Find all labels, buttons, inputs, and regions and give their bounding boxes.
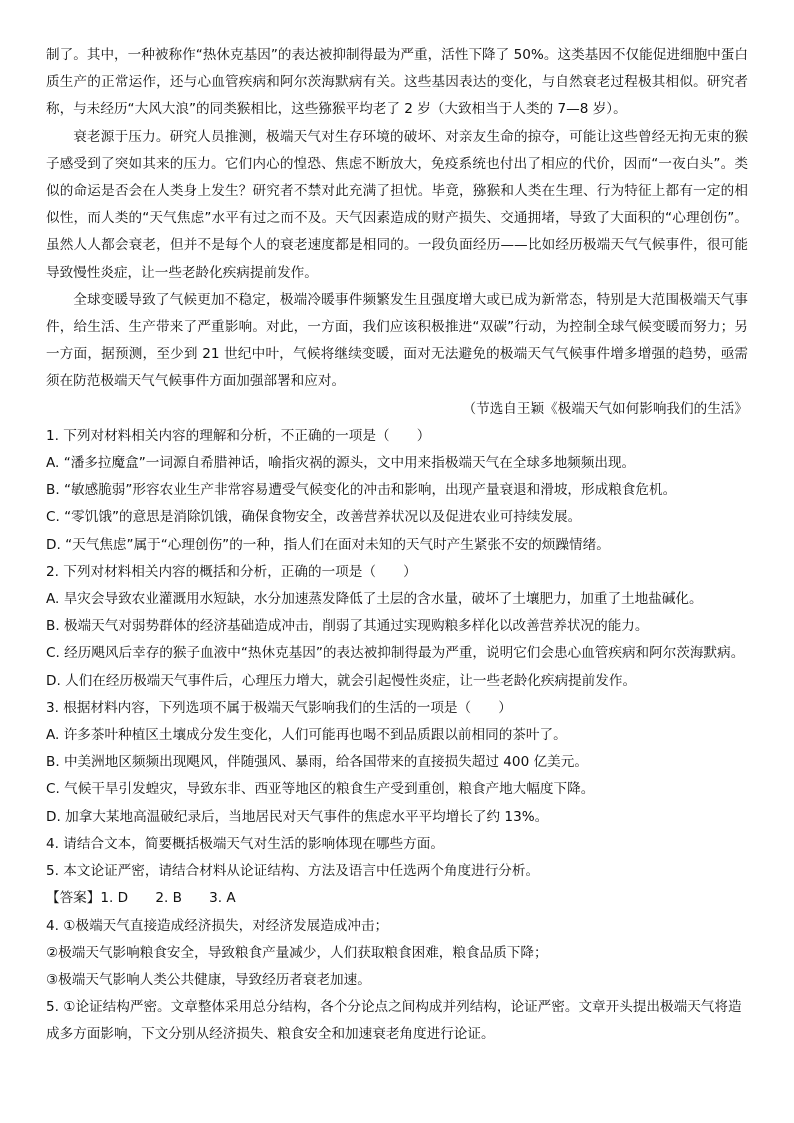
option-b: B. 极端天气对弱势群体的经济基础造成冲击，削弱了其通过实现购粮多样化以改善营养状况的能力。 [46,618,649,635]
option-c: C. “零饥饿”的意思是消除饥饿，确保食物安全，改善营养状况以及促进农业可持续发展。 [46,509,582,526]
question-stem: 1. 下列对材料相关内容的理解和分析，不正确的一项是（ ） [46,427,431,444]
question-stem: 3. 根据材料内容，下列选项不属于极端天气影响我们的生活的一项是（ ） [46,699,512,716]
passage-paragraph-2: 衰老源于压力。研究人员推测，极端天气对生存环境的破坏、对亲友生命的掠夺，可能让这些曾经无拘无束的猴子感受到了突如其来的压力。它们内心的惶恐、焦虑不断放大，免疫系统也付出了相应的代价，因而“一夜白头”。类似的命运是否会在人类身上发生？研究者不禁对此充满了担忧。毕竟，猕猴和人类在生理、行为特征上都有一定的相似性，而人类的“天气焦虑”水平有过之而不及。天气因素造成的财产损失、交通拥堵，导致了大面积的“心理创伤”。虽然人人都会衰老，但并不是每个人的衰老速度都是相同的。一段负面经历——比如经历极端天气气候事件，很可能导致慢性炎症，让一些老龄化疾病提前发作。 [46,128,748,281]
answer-5: 5. ①论证结构严密。文章整体采用总分结构，各个分论点之间构成并列结构，论证严密。文章开头提出极端天气将造成多方面影响，下文分别从经济损失、粮食安全和加速衰老角度进行论证。 [46,999,742,1043]
option-b: B. 中美洲地区频频出现飓风，伴随强风、暴雨，给各国带来的直接损失超过 400 亿美元。 [46,754,588,771]
option-a: A. 许多茶叶种植区土壤成分发生变化，人们可能再也喝不到品质跟以前相同的茶叶了。 [46,727,567,744]
option-d: D. 人们在经历极端天气事件后，心理压力增大，就会引起慢性炎症，让一些老龄化疾病提前发作。 [46,672,637,689]
option-c: C. 经历飓风后幸存的猴子血液中“热休克基因”的表达被抑制得最为严重，说明它们会患心血管疾病和阿尔茨海默病。 [46,645,745,662]
answer-4-point-3: ③极端天气影响人类公共健康，导致经历者衰老加速。 [46,971,371,988]
source-citation: （节选自王颖《极端天气如何影响我们的生活》 [462,400,748,417]
answer-4-point-1: 4. ①极端天气直接造成经济损失，对经济发展造成冲击； [46,917,389,934]
answer-4-point-2: ②极端天气影响粮食安全，导致粮食产量减少，人们获取粮食困难，粮食品质下降； [46,944,548,961]
question-2 [46,559,748,695]
option-a: A. “潘多拉魔盒”一词源自希腊神话，喻指灾祸的源头，文中用来指极端天气在全球多地频频出现。 [46,455,636,472]
option-b: B. “敏感脆弱”形容农业生产非常容易遭受气候变化的冲击和影响，出现产量衰退和滑坡，形成粮食危机。 [46,482,677,499]
answer-section [46,885,748,1048]
question-4-stem: 4. 请结合文本，简要概括极端天气对生活的影响体现在哪些方面。 [46,835,444,852]
option-c: C. 气候干旱引发蝗灾，导致东非、西亚等地区的粮食生产受到重创，粮食产地大幅度下降。 [46,781,595,798]
option-d: D. 加拿大某地高温破纪录后，当地居民对天气事件的焦虑水平平均增长了约 13%。 [46,808,549,825]
passage-paragraph-3: 全球变暖导致了气候更加不稳定，极端冷暖事件频繁发生且强度增大或已成为新常态，特别是大范围极端天气事件，给生活、生产带来了严重影响。对此，一方面，我们应该积极推进“双碳”行动，为控制全球气候变暖而努力；另一方面，据预测，至少到 21 世纪中叶，气候将继续变暖，面对无法避免的极端天气气候事件增多增强的趋势，亟需须在防范极端天气气候事件方面加强部署和应对。 [46,291,748,390]
passage-paragraph-1: 制了。其中，一种被称作“热休克基因”的表达被抑制得最为严重，活性下降了 50%。这类基因不仅能促进细胞中蛋白质生产的正常运作，还与心血管疾病和阿尔茨海默病有关。这些基因表达的变化，与自然衰老过程极其相似。研究者称，与未经历“大风大浪”的同类猴相比，这些猕猴平均老了 2 岁（大致相当于人类的 7—8 岁）。 [46,47,748,118]
answer-multiple-choice: 【答案】1. D 2. B 3. A [46,890,236,907]
question-3 [46,695,748,831]
option-a: A. 旱灾会导致农业灌溉用水短缺，水分加速蒸发降低了土层的含水量，破坏了土壤肥力，加重了土地盐碱化。 [46,591,703,608]
option-d: D. “天气焦虑”属于“心理创伤”的一种，指人们在面对未知的天气时产生紧张不安的烦躁情绪。 [46,536,610,553]
question-stem: 2. 下列对材料相关内容的概括和分析，正确的一项是（ ） [46,563,417,580]
question-1 [46,423,748,559]
question-5-stem: 5. 本文论证严密，请结合材料从论证结构、方法及语言中任选两个角度进行分析。 [46,863,540,880]
